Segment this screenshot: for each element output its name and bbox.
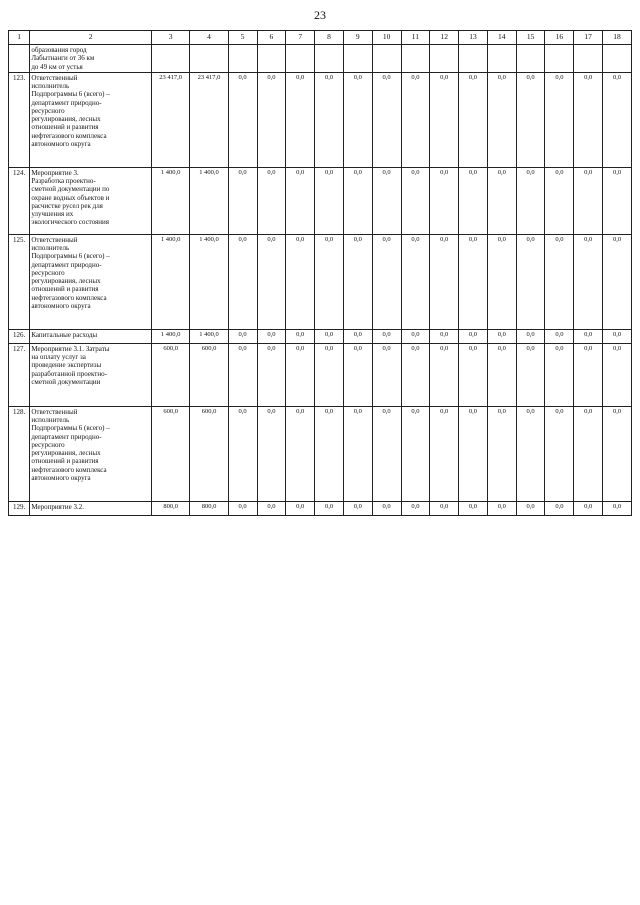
table-row [9, 343, 632, 406]
value-cell: 0,0 [545, 343, 574, 406]
description-line: улучшения их [31, 210, 74, 218]
value-cell: 0,0 [372, 406, 401, 501]
value-cell: 0,0 [315, 343, 344, 406]
value-cell: 23 417,0 [190, 72, 228, 167]
value-cell: 0,0 [545, 234, 574, 329]
description-line: регулирования, лесных [31, 277, 101, 285]
value-cell: 0,0 [603, 72, 632, 167]
table-body [9, 45, 632, 516]
value-cell: 0,0 [315, 167, 344, 234]
description-line: Мероприятие 3.1. Затраты [31, 344, 110, 353]
value-cell: 0,0 [603, 329, 632, 343]
column-header: 15 [516, 31, 545, 45]
column-header: 14 [487, 31, 516, 45]
value-cell: 0,0 [459, 167, 488, 234]
value-cell: 0,0 [516, 329, 545, 343]
value-cell [343, 45, 372, 73]
value-cell: 0,0 [545, 501, 574, 515]
value-cell: 0,0 [430, 406, 459, 501]
table-row [9, 234, 632, 329]
description-line: нефтегазового комплекса [31, 465, 107, 474]
description-line: нефтегазового комплекса [31, 293, 107, 302]
column-header: 13 [459, 31, 488, 45]
row-number [9, 45, 30, 73]
value-cell: 0,0 [459, 343, 488, 406]
column-header: 11 [401, 31, 430, 45]
column-header: 9 [343, 31, 372, 45]
value-cell [430, 45, 459, 73]
value-cell: 0,0 [516, 72, 545, 167]
row-description [30, 72, 152, 167]
table-row [9, 501, 632, 515]
value-cell: 0,0 [603, 167, 632, 234]
description-line: Подпрограммы 6 (всего) – [31, 424, 110, 433]
value-cell: 0,0 [487, 329, 516, 343]
description-line: ресурсного [31, 268, 65, 277]
column-header: 8 [315, 31, 344, 45]
value-cell: 0,0 [574, 72, 603, 167]
value-cell: 0,0 [430, 167, 459, 234]
value-cell: 1 400,0 [190, 167, 228, 234]
value-cell: 0,0 [315, 501, 344, 515]
table-row [9, 329, 632, 343]
value-cell: 0,0 [401, 72, 430, 167]
value-cell: 0,0 [603, 343, 632, 406]
column-header: 7 [286, 31, 315, 45]
description-line: Подпрограммы 6 (всего) – [31, 90, 110, 99]
value-cell: 0,0 [459, 329, 488, 343]
value-cell: 0,0 [286, 234, 315, 329]
value-cell: 0,0 [343, 329, 372, 343]
budget-table [8, 30, 632, 516]
value-cell: 1 400,0 [151, 167, 189, 234]
value-cell: 0,0 [401, 329, 430, 343]
description-line: образования город [31, 46, 87, 54]
value-cell [545, 45, 574, 73]
value-cell: 0,0 [401, 167, 430, 234]
value-cell: 0,0 [545, 72, 574, 167]
value-cell: 1 400,0 [151, 329, 189, 343]
value-cell: 0,0 [343, 167, 372, 234]
value-cell [574, 45, 603, 73]
description-line: отношений и развития [31, 285, 99, 294]
value-cell: 0,0 [257, 329, 286, 343]
description-line: Подпрограммы 6 (всего) – [31, 252, 110, 261]
column-header: 1 [9, 31, 30, 45]
header-row [9, 31, 632, 45]
description-line: на оплату услуг за [31, 353, 86, 361]
value-cell: 0,0 [315, 72, 344, 167]
value-cell: 0,0 [343, 72, 372, 167]
value-cell: 0,0 [228, 234, 257, 329]
value-cell: 0,0 [343, 234, 372, 329]
value-cell: 0,0 [574, 501, 603, 515]
row-description [30, 501, 152, 515]
value-cell: 0,0 [372, 329, 401, 343]
value-cell: 0,0 [315, 234, 344, 329]
description-line: Мероприятие 3. [31, 168, 79, 177]
description-line: департамент природно- [31, 98, 102, 107]
description-line: сметной документации по [31, 185, 110, 194]
value-cell: 0,0 [286, 343, 315, 406]
value-cell: 800,0 [190, 501, 228, 515]
value-cell: 0,0 [372, 234, 401, 329]
value-cell: 0,0 [286, 72, 315, 167]
column-header: 16 [545, 31, 574, 45]
description-line: регулирования, лесных [31, 449, 101, 457]
row-description [30, 343, 152, 406]
value-cell: 0,0 [286, 406, 315, 501]
value-cell: 0,0 [401, 406, 430, 501]
row-number: 124. [9, 167, 30, 234]
value-cell: 0,0 [574, 167, 603, 234]
value-cell: 0,0 [603, 234, 632, 329]
value-cell: 0,0 [459, 406, 488, 501]
value-cell: 0,0 [430, 343, 459, 406]
description-line: исполнитель [31, 244, 70, 252]
page-number: 23 [314, 8, 326, 22]
description-line: Ответственный [31, 407, 78, 416]
value-cell: 600,0 [151, 406, 189, 501]
value-cell: 0,0 [487, 72, 516, 167]
row-description [30, 329, 152, 343]
value-cell: 0,0 [430, 72, 459, 167]
value-cell: 0,0 [286, 167, 315, 234]
value-cell: 0,0 [372, 343, 401, 406]
description-line: Ответственный [31, 235, 78, 244]
value-cell: 600,0 [151, 343, 189, 406]
row-description [30, 45, 152, 73]
value-cell: 0,0 [372, 501, 401, 515]
description-line: автономного округа [31, 301, 91, 310]
value-cell: 0,0 [430, 329, 459, 343]
column-header: 2 [30, 31, 152, 45]
value-cell: 600,0 [190, 343, 228, 406]
value-cell: 0,0 [430, 234, 459, 329]
value-cell: 0,0 [459, 234, 488, 329]
value-cell [401, 45, 430, 73]
column-header: 10 [372, 31, 401, 45]
value-cell: 0,0 [516, 501, 545, 515]
description-line: автономного округа [31, 473, 91, 482]
value-cell [603, 45, 632, 73]
value-cell: 1 400,0 [151, 234, 189, 329]
value-cell: 0,0 [487, 406, 516, 501]
column-header: 12 [430, 31, 459, 45]
description-line: Ответственный [31, 73, 78, 82]
value-cell: 0,0 [545, 167, 574, 234]
table-row [9, 45, 632, 73]
value-cell: 0,0 [401, 234, 430, 329]
description-line: разработанной проектно- [31, 369, 107, 378]
value-cell: 0,0 [516, 406, 545, 501]
row-description [30, 234, 152, 329]
value-cell: 0,0 [228, 167, 257, 234]
description-line: сметной документации [31, 377, 101, 386]
value-cell: 0,0 [343, 501, 372, 515]
description-line: ресурсного [31, 440, 65, 449]
description-line: Разработка проектно- [31, 177, 96, 185]
value-cell: 0,0 [257, 72, 286, 167]
value-cell: 0,0 [372, 167, 401, 234]
value-cell: 0,0 [228, 329, 257, 343]
value-cell: 0,0 [286, 329, 315, 343]
value-cell [151, 45, 189, 73]
description-line: проведение экспертизы [31, 361, 102, 370]
table-row [9, 406, 632, 501]
value-cell: 0,0 [430, 501, 459, 515]
value-cell: 0,0 [459, 72, 488, 167]
value-cell: 0,0 [574, 406, 603, 501]
value-cell: 0,0 [228, 343, 257, 406]
value-cell [190, 45, 228, 73]
value-cell: 0,0 [545, 329, 574, 343]
table-row [9, 72, 632, 167]
value-cell: 0,0 [343, 406, 372, 501]
value-cell: 0,0 [257, 343, 286, 406]
value-cell: 0,0 [574, 343, 603, 406]
value-cell: 0,0 [545, 406, 574, 501]
description-line: автономного округа [31, 139, 91, 148]
description-line: ресурсного [31, 106, 65, 115]
value-cell: 0,0 [228, 501, 257, 515]
description-line: Лабытнанги от 36 км [31, 54, 95, 63]
value-cell: 0,0 [315, 406, 344, 501]
value-cell: 0,0 [315, 329, 344, 343]
description-line: расчистке русел рек для [31, 201, 103, 210]
table-row [9, 167, 632, 234]
value-cell: 23 417,0 [151, 72, 189, 167]
value-cell [459, 45, 488, 73]
value-cell: 0,0 [603, 406, 632, 501]
column-header: 4 [190, 31, 228, 45]
description-line: охране водных объектов и [31, 193, 110, 202]
value-cell [487, 45, 516, 73]
row-number: 128. [9, 406, 30, 501]
row-description [30, 406, 152, 501]
value-cell: 0,0 [343, 343, 372, 406]
description-line: нефтегазового комплекса [31, 131, 107, 140]
column-header: 18 [603, 31, 632, 45]
value-cell: 0,0 [516, 234, 545, 329]
value-cell: 0,0 [516, 343, 545, 406]
value-cell [228, 45, 257, 73]
value-cell [315, 45, 344, 73]
description-line: отношений и развития [31, 123, 99, 132]
column-header: 17 [574, 31, 603, 45]
row-number: 126. [9, 329, 30, 343]
value-cell: 0,0 [228, 72, 257, 167]
value-cell [286, 45, 315, 73]
description-line: Мероприятие 3.2. [31, 502, 84, 511]
value-cell: 0,0 [401, 501, 430, 515]
value-cell: 0,0 [487, 167, 516, 234]
value-cell: 0,0 [286, 501, 315, 515]
value-cell: 0,0 [372, 72, 401, 167]
row-description [30, 167, 152, 234]
value-cell: 0,0 [516, 167, 545, 234]
value-cell: 0,0 [228, 406, 257, 501]
value-cell: 0,0 [257, 501, 286, 515]
description-line: департамент природно- [31, 260, 102, 269]
value-cell: 1 400,0 [190, 329, 228, 343]
value-cell [257, 45, 286, 73]
description-line: исполнитель [31, 82, 70, 90]
value-cell [372, 45, 401, 73]
value-cell: 0,0 [257, 406, 286, 501]
description-line: департамент природно- [31, 432, 102, 441]
value-cell: 0,0 [487, 343, 516, 406]
description-line: до 49 км от устья [31, 62, 83, 71]
row-number: 123. [9, 72, 30, 167]
value-cell: 600,0 [190, 406, 228, 501]
value-cell: 0,0 [487, 501, 516, 515]
value-cell: 0,0 [257, 167, 286, 234]
value-cell: 0,0 [603, 501, 632, 515]
description-line: экологического состояния [31, 218, 109, 227]
description-line: регулирования, лесных [31, 115, 101, 123]
description-line: Капитальные расходы [31, 330, 98, 339]
value-cell: 0,0 [574, 234, 603, 329]
value-cell: 1 400,0 [190, 234, 228, 329]
row-number: 125. [9, 234, 30, 329]
column-header: 3 [151, 31, 189, 45]
value-cell: 0,0 [574, 329, 603, 343]
row-number: 127. [9, 343, 30, 406]
value-cell: 0,0 [487, 234, 516, 329]
column-header: 6 [257, 31, 286, 45]
value-cell: 0,0 [257, 234, 286, 329]
column-header: 5 [228, 31, 257, 45]
description-line: отношений и развития [31, 457, 99, 466]
description-line: исполнитель [31, 416, 70, 424]
value-cell: 800,0 [151, 501, 189, 515]
row-number: 129. [9, 501, 30, 515]
value-cell [516, 45, 545, 73]
value-cell: 0,0 [401, 343, 430, 406]
value-cell: 0,0 [459, 501, 488, 515]
